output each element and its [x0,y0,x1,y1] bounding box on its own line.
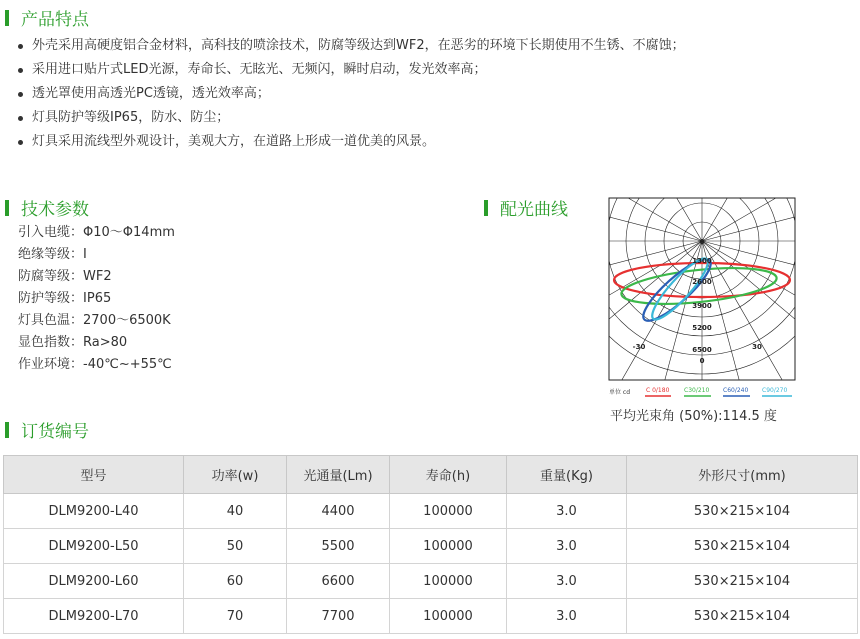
param-row [18,266,175,288]
table-cell: 5500 [287,529,390,564]
feature-list [18,34,685,154]
column-header: 重量(Kg) [507,456,627,494]
table-cell: DLM9200-L60 [4,564,184,599]
param-label: 灯具色温： [18,313,84,328]
heading-bar [5,200,9,216]
table-header-row [4,456,858,494]
table-cell: 530×215×104 [627,494,858,529]
ring-label: 2600 [692,278,712,286]
list-item [18,106,685,130]
param-label: 引入电缆： [18,225,84,240]
table-cell: 100000 [390,494,507,529]
list-item [18,58,685,82]
ring-label: 0 [699,357,705,365]
param-value: WF2 [83,269,112,284]
table-cell: 4400 [287,494,390,529]
legend-label: C30/210 [684,387,710,394]
angle-label-left: -30 [632,343,646,351]
table-cell: 100000 [390,564,507,599]
angle-label-right: 30 [752,343,762,351]
features-heading-text: 产品特点 [21,10,89,30]
heading-bar [5,422,9,438]
legend-label: C90/270 [762,387,788,394]
bullet-icon [18,68,23,73]
param-value: -40℃~+55℃ [83,357,172,372]
feature-text: 透光罩使用高透光PC透镜，透光效率高； [32,86,270,101]
bullet-icon [18,44,23,49]
params-heading-text: 技术参数 [21,200,89,220]
ring-label: 3900 [692,302,712,310]
param-label: 防护等级： [18,291,84,306]
table-cell: 3.0 [507,529,627,564]
table-cell: 3.0 [507,599,627,634]
param-label: 绝缘等级： [18,247,84,262]
table-row [4,599,858,634]
legend-label: C 0/180 [646,387,670,394]
list-item [18,34,685,58]
table-cell: 530×215×104 [627,599,858,634]
param-label: 显色指数： [18,335,84,350]
table-cell: 3.0 [507,564,627,599]
param-row [18,222,175,244]
param-value: Φ10～Φ14mm [83,225,175,240]
param-label: 作业环境： [18,357,84,372]
unit-label: 单位 cd [609,389,631,396]
table-cell: DLM9200-L70 [4,599,184,634]
table-cell: 100000 [390,599,507,634]
spec-table [3,455,858,634]
table-cell: 530×215×104 [627,564,858,599]
table-row [4,564,858,599]
params-heading [5,195,89,220]
table-cell: 40 [184,494,287,529]
feature-text: 外壳采用高硬度铝合金材料，高科技的喷涂技术，防腐等级达到WF2，在恶劣的环境下长期使用不生锈、不腐蚀； [32,38,685,53]
table-row [4,529,858,564]
legend-label: C60/240 [723,387,749,394]
curve-heading [484,195,568,220]
heading-bar [484,200,488,216]
table-cell: 3.0 [507,494,627,529]
feature-text: 灯具采用流线型外观设计，美观大方，在道路上形成一道优美的风景。 [32,134,436,149]
table-row [4,494,858,529]
column-header: 型号 [4,456,184,494]
column-header: 寿命(h) [390,456,507,494]
order-heading [5,417,89,442]
params-list [18,222,175,376]
table-cell: 530×215×104 [627,529,858,564]
column-header: 功率(w) [184,456,287,494]
heading-bar [5,10,9,26]
param-value: IP65 [83,291,112,306]
ring-label: 6500 [692,346,712,354]
order-heading-text: 订货编号 [21,422,89,442]
ring-label: 5200 [692,324,712,332]
table-cell: 70 [184,599,287,634]
ring-label: 0 [699,238,705,246]
param-row [18,310,175,332]
param-row [18,288,175,310]
bullet-icon [18,92,23,97]
table-cell: 50 [184,529,287,564]
table-cell: 7700 [287,599,390,634]
table-cell: DLM9200-L50 [4,529,184,564]
param-label: 防腐等级： [18,269,84,284]
table-cell: 100000 [390,529,507,564]
param-value: I [83,247,87,262]
column-header: 外形尺寸(mm) [627,456,858,494]
feature-text: 灯具防护等级IP65，防水、防尘； [32,110,230,125]
table-cell: DLM9200-L40 [4,494,184,529]
features-heading [5,5,89,30]
param-row [18,354,175,376]
beam-angle-text: 平均光束角 (50%):114.5 度 [610,409,777,424]
column-header: 光通量(Lm) [287,456,390,494]
light-distribution-diagram [607,196,797,408]
ring-label: 1300 [692,257,712,265]
table-cell: 6600 [287,564,390,599]
bullet-icon [18,116,23,121]
param-row [18,332,175,354]
feature-text: 采用进口贴片式LED光源，寿命长、无眩光、无频闪，瞬时启动，发光效率高； [32,62,487,77]
table-cell: 60 [184,564,287,599]
list-item [18,82,685,106]
curve-heading-text: 配光曲线 [500,200,568,220]
param-value: 2700～6500K [83,313,171,328]
param-value: Ra>80 [83,335,128,350]
list-item [18,130,685,154]
bullet-icon [18,140,23,145]
param-row [18,244,175,266]
